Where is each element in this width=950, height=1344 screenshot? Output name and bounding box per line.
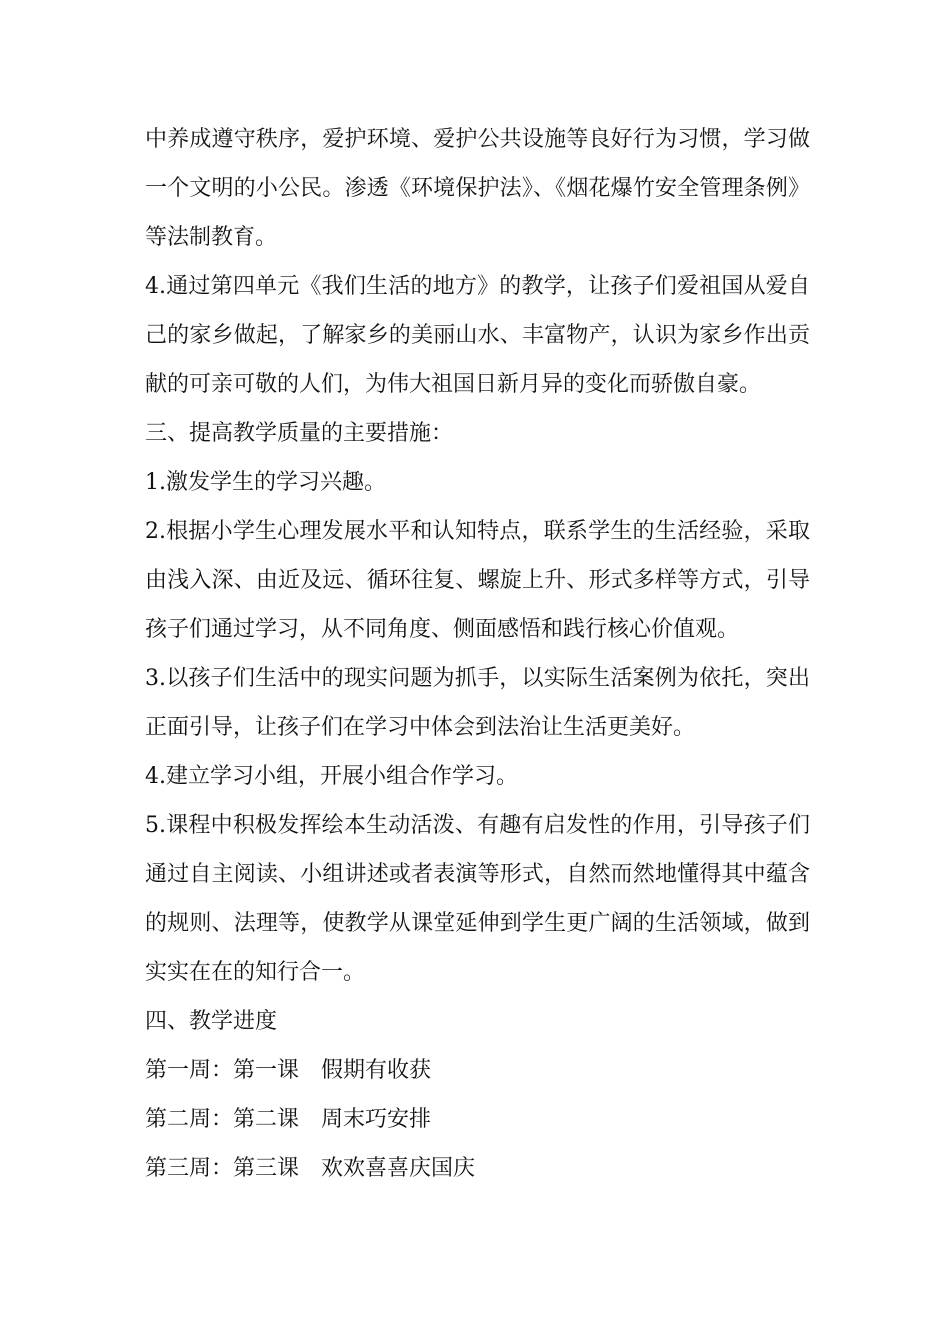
section-heading: 四、教学进度 xyxy=(145,1009,278,1034)
text-line: 己的家乡做起，了解家乡的美丽山水、丰富物产，认识为家乡作出贡 xyxy=(145,323,810,348)
text-line: 3.以孩子们生活中的现实问题为抓手，以实际生活案例为依托，突出 xyxy=(145,666,810,691)
schedule-item: 第二周：第二课 周末巧安排 xyxy=(145,1107,432,1132)
section-heading: 三、提高教学质量的主要措施： xyxy=(145,421,454,446)
text-line: 通过自主阅读、小组讲述或者表演等形式，自然而然地懂得其中蕴含 xyxy=(145,862,810,887)
text-line: 2.根据小学生心理发展水平和认知特点，联系学生的生活经验，采取 xyxy=(145,519,810,544)
text-line: 5.课程中积极发挥绘本生动活泼、有趣有启发性的作用，引导孩子们 xyxy=(145,813,810,838)
text-line: 1.激发学生的学习兴趣。 xyxy=(145,470,386,495)
document-body xyxy=(145,115,810,1193)
text-line: 等法制教育。 xyxy=(145,225,278,250)
text-line: 中养成遵守秩序，爱护环境、爱护公共设施等良好行为习惯，学习做 xyxy=(145,127,810,152)
text-line: 由浅入深、由近及远、循环往复、螺旋上升、形式多样等方式，引导 xyxy=(145,568,810,593)
schedule-item: 第三周：第三课 欢欢喜喜庆国庆 xyxy=(145,1156,476,1181)
text-line: 的规则、法理等，使教学从课堂延伸到学生更广阔的生活领域，做到 xyxy=(145,911,810,936)
text-line: 孩子们通过学习，从不同角度、侧面感悟和践行核心价值观。 xyxy=(145,617,740,642)
text-line: 4.通过第四单元《我们生活的地方》的教学，让孩子们爱祖国从爱自 xyxy=(145,274,810,299)
text-line: 实实在在的知行合一。 xyxy=(145,960,366,985)
text-line: 献的可亲可敬的人们，为伟大祖国日新月异的变化而骄傲自豪。 xyxy=(145,372,762,397)
text-line: 一个文明的小公民。渗透《环境保护法》、《烟花爆竹安全管理条例》 xyxy=(145,176,810,201)
text-line: 4.建立学习小组，开展小组合作学习。 xyxy=(145,764,518,789)
text-line: 正面引导，让孩子们在学习中体会到法治让生活更美好。 xyxy=(145,715,696,740)
schedule-item: 第一周：第一课 假期有收获 xyxy=(145,1058,432,1083)
